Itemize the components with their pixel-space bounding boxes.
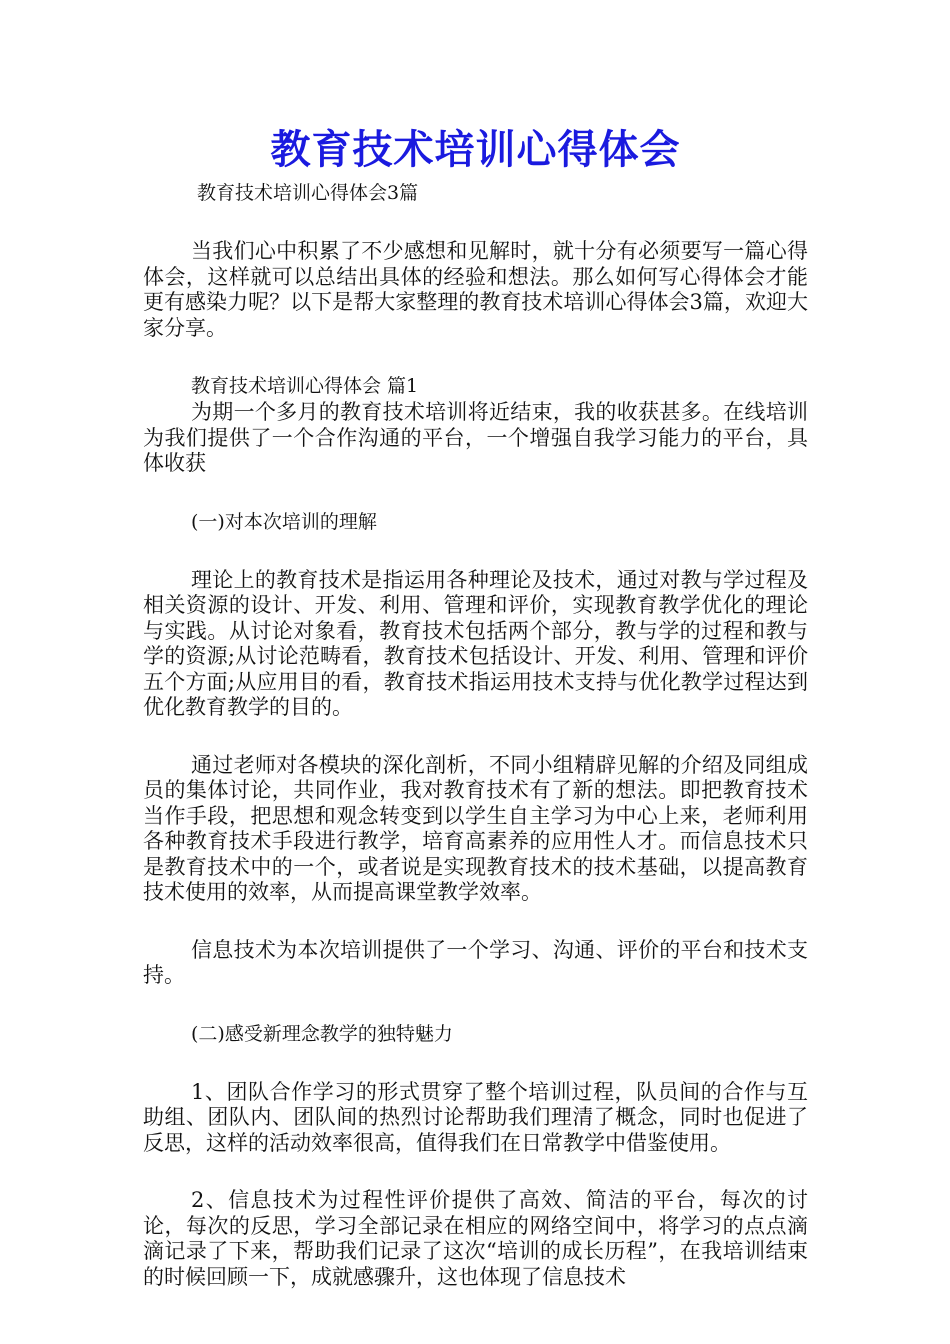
paragraph-team-learning: 1、团队合作学习的形式贯穿了整个培训过程，队员间的合作与互助组、团队内、团队间的热烈讨论帮助我们理清了概念，同时也促进了反思，这样的活动效率很高，值得我们在日常教学中借鉴使用。 [143,1079,808,1155]
subheading-understanding: (一)对本次培训的理解 [191,510,377,533]
document-page [143,120,808,1290]
section-heading: 教育技术培训心得体会 篇1 [191,375,419,397]
document-subtitle: 教育技术培训心得体会3篇 [197,182,419,204]
paragraph-theory: 理论上的教育技术是指运用各种理论及技术，通过对教与学过程及相关资源的设计、开发、利用、管理和评价，实现教育教学优化的理论与实践。从讨论对象看，教育技术包括两个部分，教与学的过程和教与学的资源;从讨论范畴看，教育技术包括设计、开发、利用、管理和评价五个方面;从应用目的看，教育技术指运用技术支持与优化教学过程达到优化教育教学的目的。 [143,567,808,719]
document-title: 教育技术培训心得体会 [270,126,681,173]
paragraph-info-tech: 信息技术为本次培训提供了一个学习、沟通、评价的平台和技术支持。 [143,937,808,987]
subheading-new-concept: (二)感受新理念教学的独特魅力 [191,1022,453,1045]
intro-paragraph: 当我们心中积累了不少感想和见解时，就十分有必须要写一篇心得体会，这样就可以总结出具体的经验和想法。那么如何写心得体会才能更有感染力呢？以下是帮大家整理的教育技术培训心得体会3篇，欢迎大家分享。 [143,239,808,340]
paragraph-evaluation: 2、信息技术为过程性评价提供了高效、简洁的平台，每次的讨论，每次的反思，学习全部记录在相应的网络空间中，将学习的点点滴滴记录了下来，帮助我们记录了这次“培训的成长历程”，在我培训结束的时候回顾一下，成就感骤升，这也体现了信息技术 [143,1188,808,1289]
paragraph-analysis: 通过老师对各模块的深化剖析，不同小组精辟见解的介绍及同组成员的集体讨论，共同作业，我对教育技术有了新的想法。即把教育技术当作手段，把思想和观念转变到以学生自主学习为中心上来，老师利用各种教育技术手段进行教学，培育高素养的应用性人才。而信息技术只是教育技术中的一个，或者说是实现教育技术的技术基础，以提高教育技术使用的效率，从而提高课堂教学效率。 [143,752,808,904]
section-intro-paragraph: 为期一个多月的教育技术培训将近结束，我的收获甚多。在线培训为我们提供了一个合作沟通的平台，一个增强自我学习能力的平台，具体收获 [143,400,808,475]
